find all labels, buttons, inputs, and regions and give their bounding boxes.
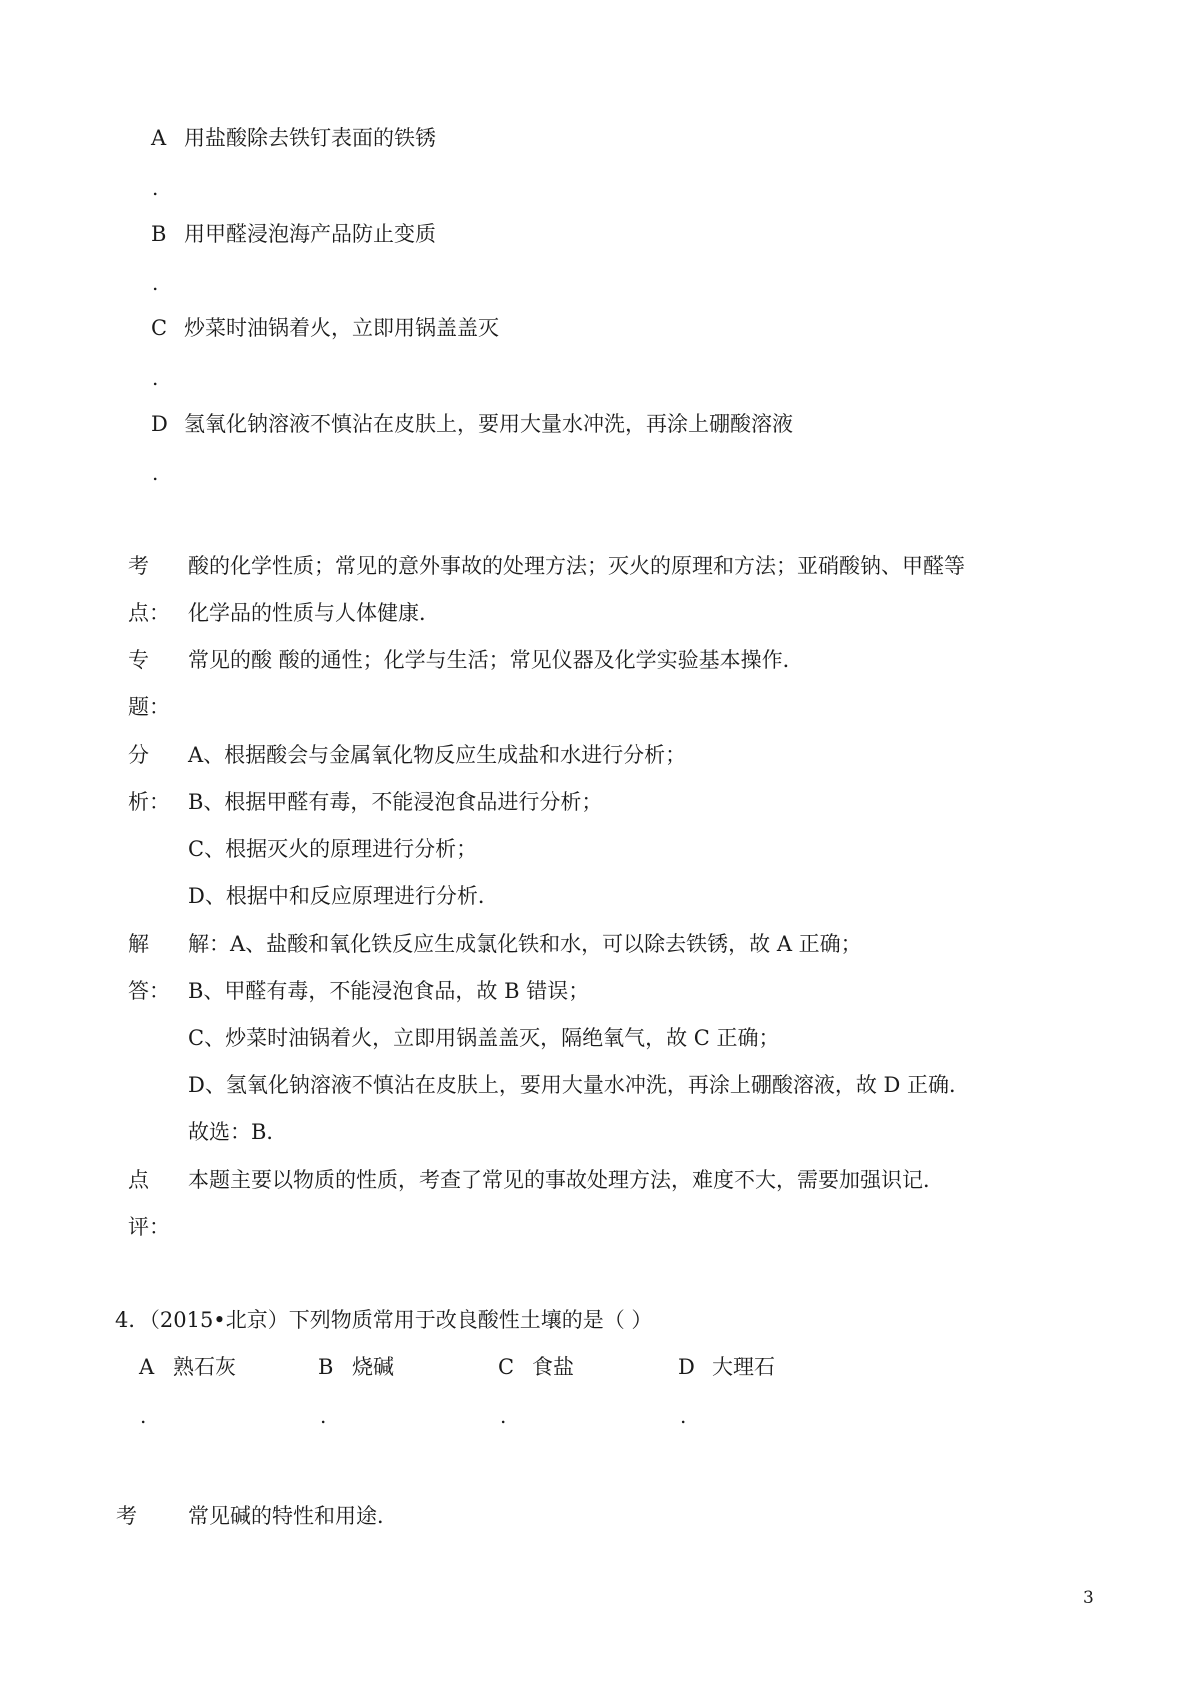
option-letter: A	[139, 1355, 155, 1379]
question-stem: 4．（2015•北京）下列物质常用于改良酸性土壤的是（ ）	[115, 1308, 653, 1332]
option-dot: .	[152, 461, 159, 485]
section-text: C、根据灭火的原理进行分析；	[188, 837, 478, 861]
section-label: 评：	[128, 1215, 170, 1239]
option-letter: D	[678, 1355, 695, 1379]
section-text: B、甲醛有毒，不能浸泡食品，故 B 错误；	[188, 979, 590, 1003]
option-text: 熟石灰	[173, 1355, 236, 1379]
section-text: 故选：B．	[188, 1120, 288, 1144]
option-letter: B	[151, 222, 167, 246]
option-dot: .	[152, 176, 159, 200]
option-dot: .	[140, 1404, 147, 1428]
section-label: 点	[128, 1168, 149, 1192]
option-letter: A	[151, 126, 167, 150]
section-label: 分	[128, 743, 149, 767]
section-text: 解：A、盐酸和氧化铁反应生成氯化铁和水，可以除去铁锈，故 A 正确；	[188, 932, 862, 956]
option-dot: .	[152, 366, 159, 390]
option-text: 用甲醛浸泡海产品防止变质	[184, 222, 436, 246]
option-text: 用盐酸除去铁钉表面的铁锈	[184, 126, 436, 150]
section-text: 常见的酸 酸的通性；化学与生活；常见仪器及化学实验基本操作．	[188, 648, 804, 672]
option-letter: C	[151, 316, 168, 340]
section-text: 常见碱的特性和用途．	[188, 1504, 398, 1528]
section-text: C、炒菜时油锅着火，立即用锅盖盖灭，隔绝氧气，故 C 正确；	[188, 1026, 780, 1050]
option-letter: B	[318, 1355, 334, 1379]
section-label: 点：	[128, 601, 170, 625]
option-dot: .	[320, 1404, 327, 1428]
section-text: 化学品的性质与人体健康．	[188, 601, 440, 625]
option-dot: .	[152, 271, 159, 295]
option-letter: D	[151, 412, 168, 436]
section-label: 专	[128, 648, 149, 672]
section-text: D、氢氧化钠溶液不慎沾在皮肤上，要用大量水冲洗，再涂上硼酸溶液，故 D 正确．	[188, 1073, 971, 1097]
section-label: 解	[128, 932, 149, 956]
option-letter: C	[498, 1355, 515, 1379]
section-label: 考	[116, 1504, 137, 1528]
section-label: 题：	[128, 695, 170, 719]
option-text: 大理石	[712, 1355, 775, 1379]
section-text: 本题主要以物质的性质，考查了常见的事故处理方法，难度不大，需要加强识记．	[188, 1168, 944, 1192]
section-text: A、根据酸会与金属氧化物反应生成盐和水进行分析；	[188, 743, 687, 767]
option-text: 食盐	[532, 1355, 574, 1379]
section-text: D、根据中和反应原理进行分析．	[188, 884, 499, 908]
section-text: 酸的化学性质；常见的意外事故的处理方法；灭火的原理和方法；亚硝酸钠、甲醛等	[188, 554, 965, 578]
option-text: 烧碱	[352, 1355, 394, 1379]
page-number: 3	[1083, 1588, 1094, 1608]
section-label: 析：	[128, 790, 170, 814]
option-text: 炒菜时油锅着火，立即用锅盖盖灭	[184, 316, 499, 340]
section-label: 考	[128, 554, 149, 578]
section-text: B、根据甲醛有毒，不能浸泡食品进行分析；	[188, 790, 603, 814]
section-label: 答：	[128, 979, 170, 1003]
option-dot: .	[680, 1404, 687, 1428]
option-dot: .	[500, 1404, 507, 1428]
option-text: 氢氧化钠溶液不慎沾在皮肤上，要用大量水冲洗，再涂上硼酸溶液	[184, 412, 793, 436]
